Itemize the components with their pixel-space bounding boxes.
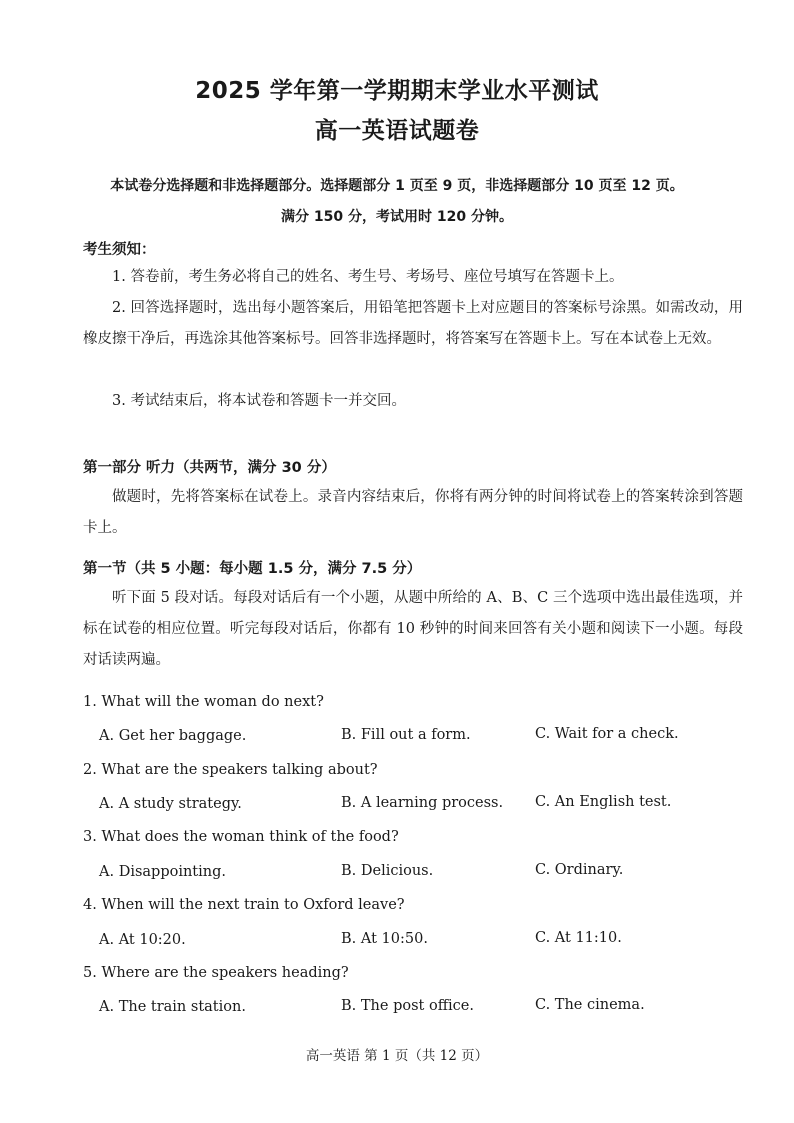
part1-instructions: 做题时，先将答案标在试卷上。录音内容结束后，你将有两分钟的时间将试卷上的答案转涂到答题卡上。 [83,489,743,536]
exam-score-time-note: 满分 150 分，考试用时 120 分钟。 [281,209,513,225]
exam-structure-note: 本试卷分选择题和非选择题部分。选择题部分 1 页至 9 页，非选择题部分 10 页至 12 页。 [110,178,684,194]
option-a: A. Get her baggage. [99,728,247,744]
option-c: C. Ordinary. [535,862,624,878]
section1-instructions: 听下面 5 段对话。每段对话后有一个小题，从题中所给的 A、B、C 三个选项中选出最佳选项，并标在试卷的相应位置。听完每段对话后，你都有 10 秒钟的时间来回答有关小题和阅读下一小题。每段对话读两遍。 [83,590,743,668]
option-c: C. The cinema. [535,997,645,1013]
option-c: C. Wait for a check. [535,726,679,742]
question-stem: 1. What will the woman do next? [83,694,324,710]
notice-item-1: 1. 答卷前，考生务必将自己的姓名、考生号、考场号、座位号填写在答题卡上。 [112,269,624,285]
option-a: A. The train station. [99,999,246,1015]
exam-subtitle: 高一英语试题卷 [314,118,480,144]
section1-heading: 第一节（共 5 小题：每小题 1.5 分，满分 7.5 分） [83,561,422,577]
option-c: C. An English test. [535,794,672,810]
option-b: B. Delicious. [341,863,434,879]
option-b: B. The post office. [341,998,474,1014]
notice-heading: 考生须知： [83,242,156,258]
part1-heading: 第一部分 听力（共两节，满分 30 分） [83,460,336,476]
option-b: B. A learning process. [341,795,504,811]
option-a: A. A study strategy. [99,796,242,812]
question-stem: 2. What are the speakers talking about? [83,762,378,778]
page-footer: 高一英语 第 1 页（共 12 页） [305,1048,489,1064]
question-stem: 5. Where are the speakers heading? [83,965,349,981]
notice-item-3: 3. 考试结束后，将本试卷和答题卡一并交回。 [112,393,406,409]
option-a: A. Disappointing. [99,864,227,880]
question-stem: 4. When will the next train to Oxford leave? [83,897,405,913]
notice-item-2: 2. 回答选择题时，选出每小题答案后，用铅笔把答题卡上对应题目的答案标号涂黑。如需改动，用橡皮擦干净后，再选涂其他答案标号。回答非选择题时，将答案写在答题卡上。写在本试卷上无效。 [83,300,743,347]
option-b: B. Fill out a form. [341,727,471,743]
option-c: C. At 11:10. [535,930,622,946]
question-stem: 3. What does the woman think of the food? [83,829,399,845]
option-b: B. At 10:50. [341,931,428,947]
option-a: A. At 10:20. [99,932,186,948]
exam-title: 2025 学年第一学期期末学业水平测试 [195,78,599,104]
